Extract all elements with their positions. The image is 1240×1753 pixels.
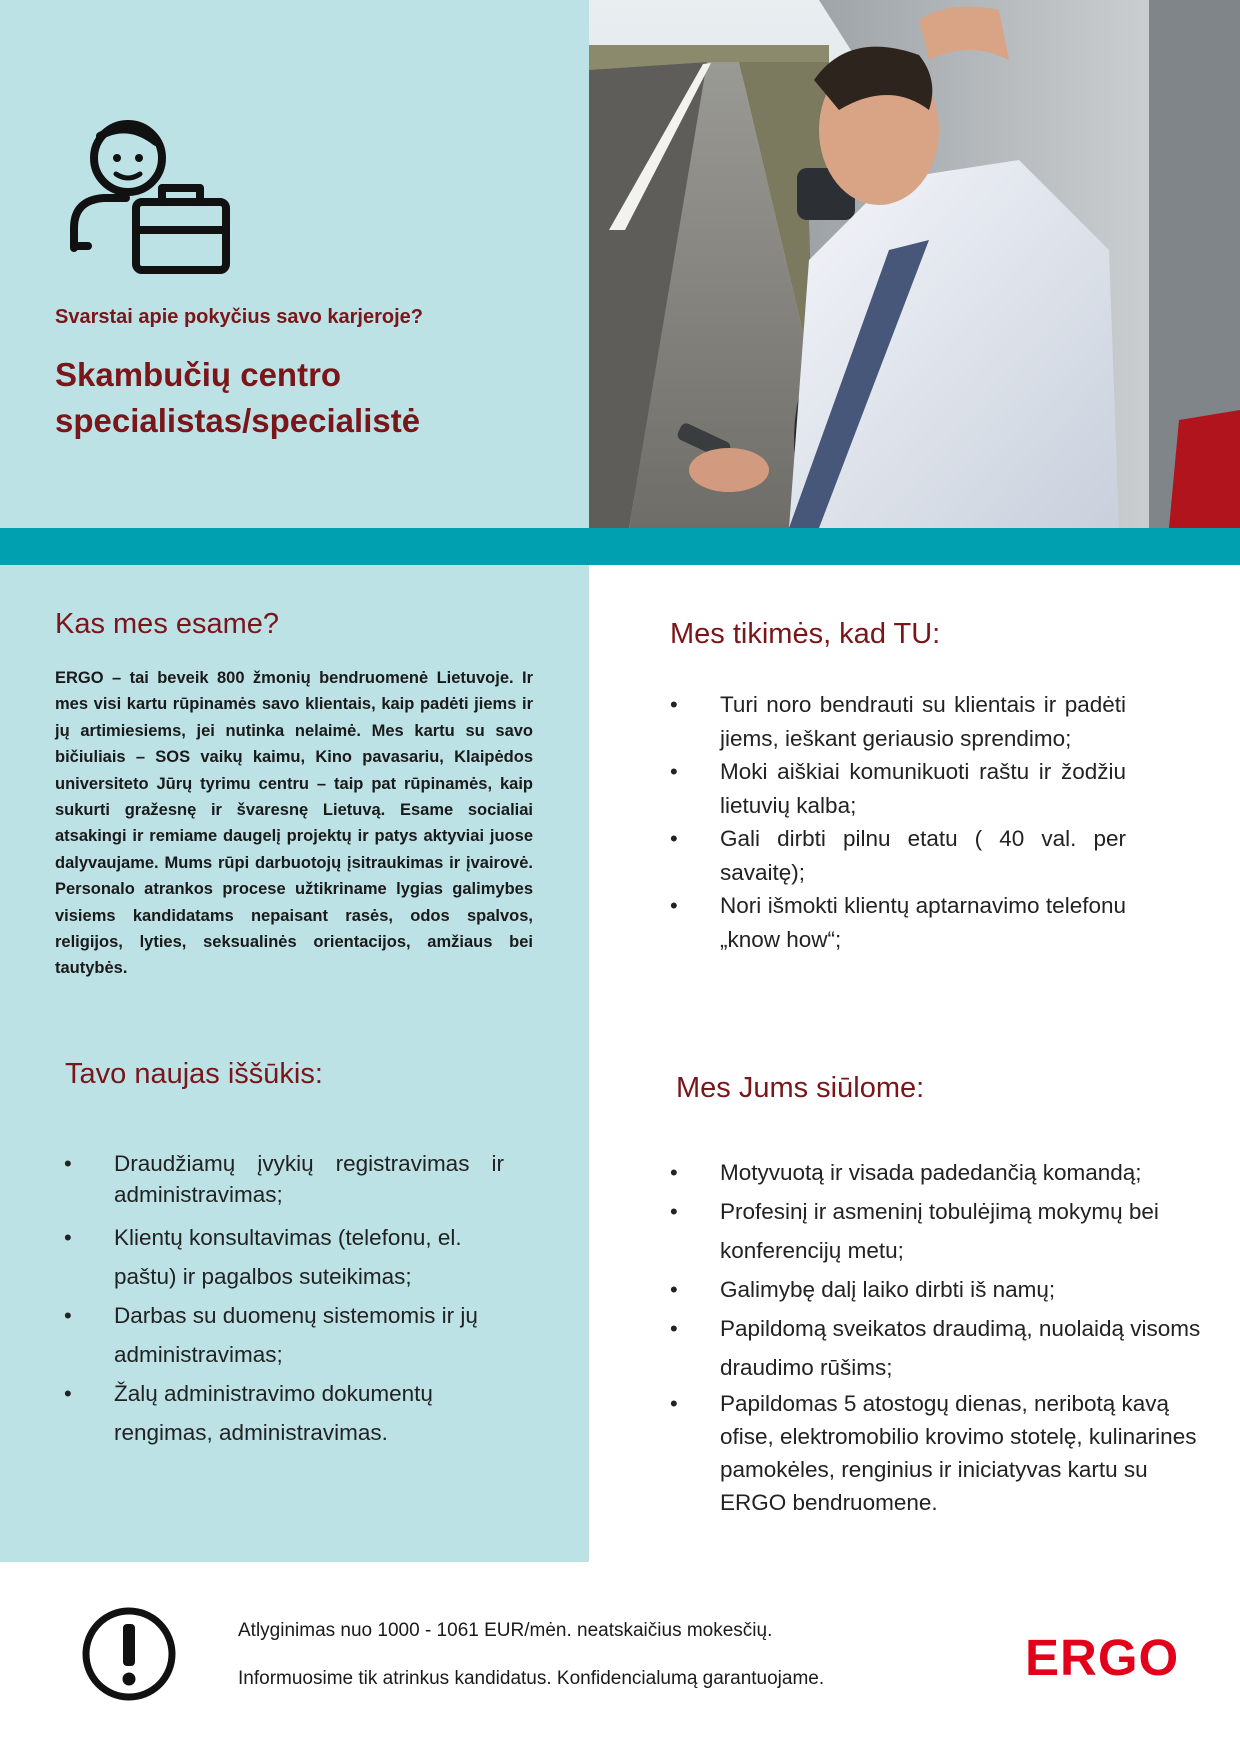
bullet-icon: •: [670, 692, 678, 717]
bullet-icon: •: [670, 1277, 678, 1302]
bullet-icon: •: [64, 1303, 72, 1328]
person-with-briefcase-icon: [70, 118, 235, 276]
teal-divider-band: [0, 528, 1240, 565]
page-title: [55, 352, 535, 444]
list-item: • Gali dirbti pilnu etatu ( 40 val. per savaitę);: [670, 822, 1126, 889]
challenge-heading: Tavo naujas iššūkis:: [65, 1058, 323, 1090]
list-item: • Papildomas 5 atostogų dienas, neribotą kavą ofise, elektromobilio krovimo stotelę, kulinarines pamokėles, renginius ir iniciatyvas kartu su ERGO bendruomene.: [670, 1387, 1210, 1519]
bullet-icon: •: [670, 1199, 678, 1224]
list-item: • Draudžiamų įvykių registravimas ir administravimas;: [64, 1148, 504, 1210]
confidentiality-note: Informuosime tik atrinkus kandidatus. Konfidencialumą garantuojame.: [238, 1668, 825, 1689]
list-item: • Galimybę dalį laiko dirbti iš namų;: [670, 1270, 1210, 1309]
bullet-icon: •: [670, 826, 678, 851]
exclamation-circle-icon: [81, 1606, 177, 1702]
list-item: • Darbas su duomenų sistemomis ir jų administravimas;: [64, 1296, 504, 1374]
who-heading: Kas mes esame?: [55, 608, 280, 640]
bullet-icon: •: [64, 1381, 72, 1406]
who-paragraph: ERGO – tai beveik 800 žmonių bendruomenė Lietuvoje. Ir mes visi kartu rūpinamės savo klientais, kaip padėti jiems ir jų artimiesiems, jei nutinka nelaimė. Mes kartu su savo bičiuliais – SOS vaikų kaimu, Kino pavasariu, Klaipėdos universiteto Jūrų tyrimu centru – taip pat rūpinamės, kaip sukurti gražesnę ir švaresnę Lietuvą. Esame socialiai atsakingi ir remiame daugelį projektų ir patys aktyviai juose dalyvaujame. Mums rūpi darbuotojų įsitraukimas ir įvairovė. Personalo atrankos procese užtikriname lygias galimybes visiems kandidatams nepaisant rasės, odos spalvos, religijos, lyties, seksualinės orientacijos, amžiaus bei tautybės.: [55, 669, 533, 978]
bullet-icon: •: [64, 1151, 72, 1176]
list-item: • Papildomą sveikatos draudimą, nuolaidą visoms draudimo rūšims;: [670, 1309, 1210, 1387]
title-line-2: specialistas/specialistė: [55, 402, 421, 439]
bullet-icon: •: [670, 1160, 678, 1185]
bullet-icon: •: [670, 1391, 678, 1416]
list-item: • Motyvuotą ir visada padedančią komandą;: [670, 1153, 1210, 1192]
bullet-icon: •: [670, 893, 678, 918]
expect-heading: Mes tikimės, kad TU:: [670, 618, 941, 650]
bullet-icon: •: [670, 759, 678, 784]
bullet-icon: •: [670, 1316, 678, 1341]
list-item: • Nori išmokti klientų aptarnavimo telefonu „know how“;: [670, 889, 1126, 956]
offer-heading: Mes Jums siūlome:: [676, 1072, 925, 1104]
list-item: • Žalų administravimo dokumentų rengimas, administravimas.: [64, 1374, 504, 1452]
list-item: • Turi noro bendrauti su klientais ir padėti jiems, ieškant geriausio sprendimo;: [670, 688, 1126, 755]
challenge-list: [64, 1148, 504, 1452]
list-item: • Klientų konsultavimas (telefonu, el. paštu) ir pagalbos suteikimas;: [64, 1218, 504, 1296]
salary-note: Atlyginimas nuo 1000 - 1061 EUR/mėn. neatskaičius mokesčių.: [238, 1620, 773, 1641]
eyebrow-question: Svarstai apie pokyčius savo karjeroje?: [55, 306, 423, 328]
title-line-1: Skambučių centro: [55, 356, 342, 393]
list-item: • Moki aiškiai komunikuoti raštu ir žodžiu lietuvių kalba;: [670, 755, 1126, 822]
ergo-logo: ERGO: [1025, 1629, 1180, 1686]
list-item: • Profesinį ir asmeninį tobulėjimą mokymų bei konferencijų metu;: [670, 1192, 1210, 1270]
bullet-icon: •: [64, 1225, 72, 1250]
hero-photo: [589, 0, 1240, 528]
offer-list: [670, 1153, 1210, 1519]
man-on-phone-roadside-photo: [589, 0, 1240, 528]
expect-list: [670, 688, 1126, 956]
